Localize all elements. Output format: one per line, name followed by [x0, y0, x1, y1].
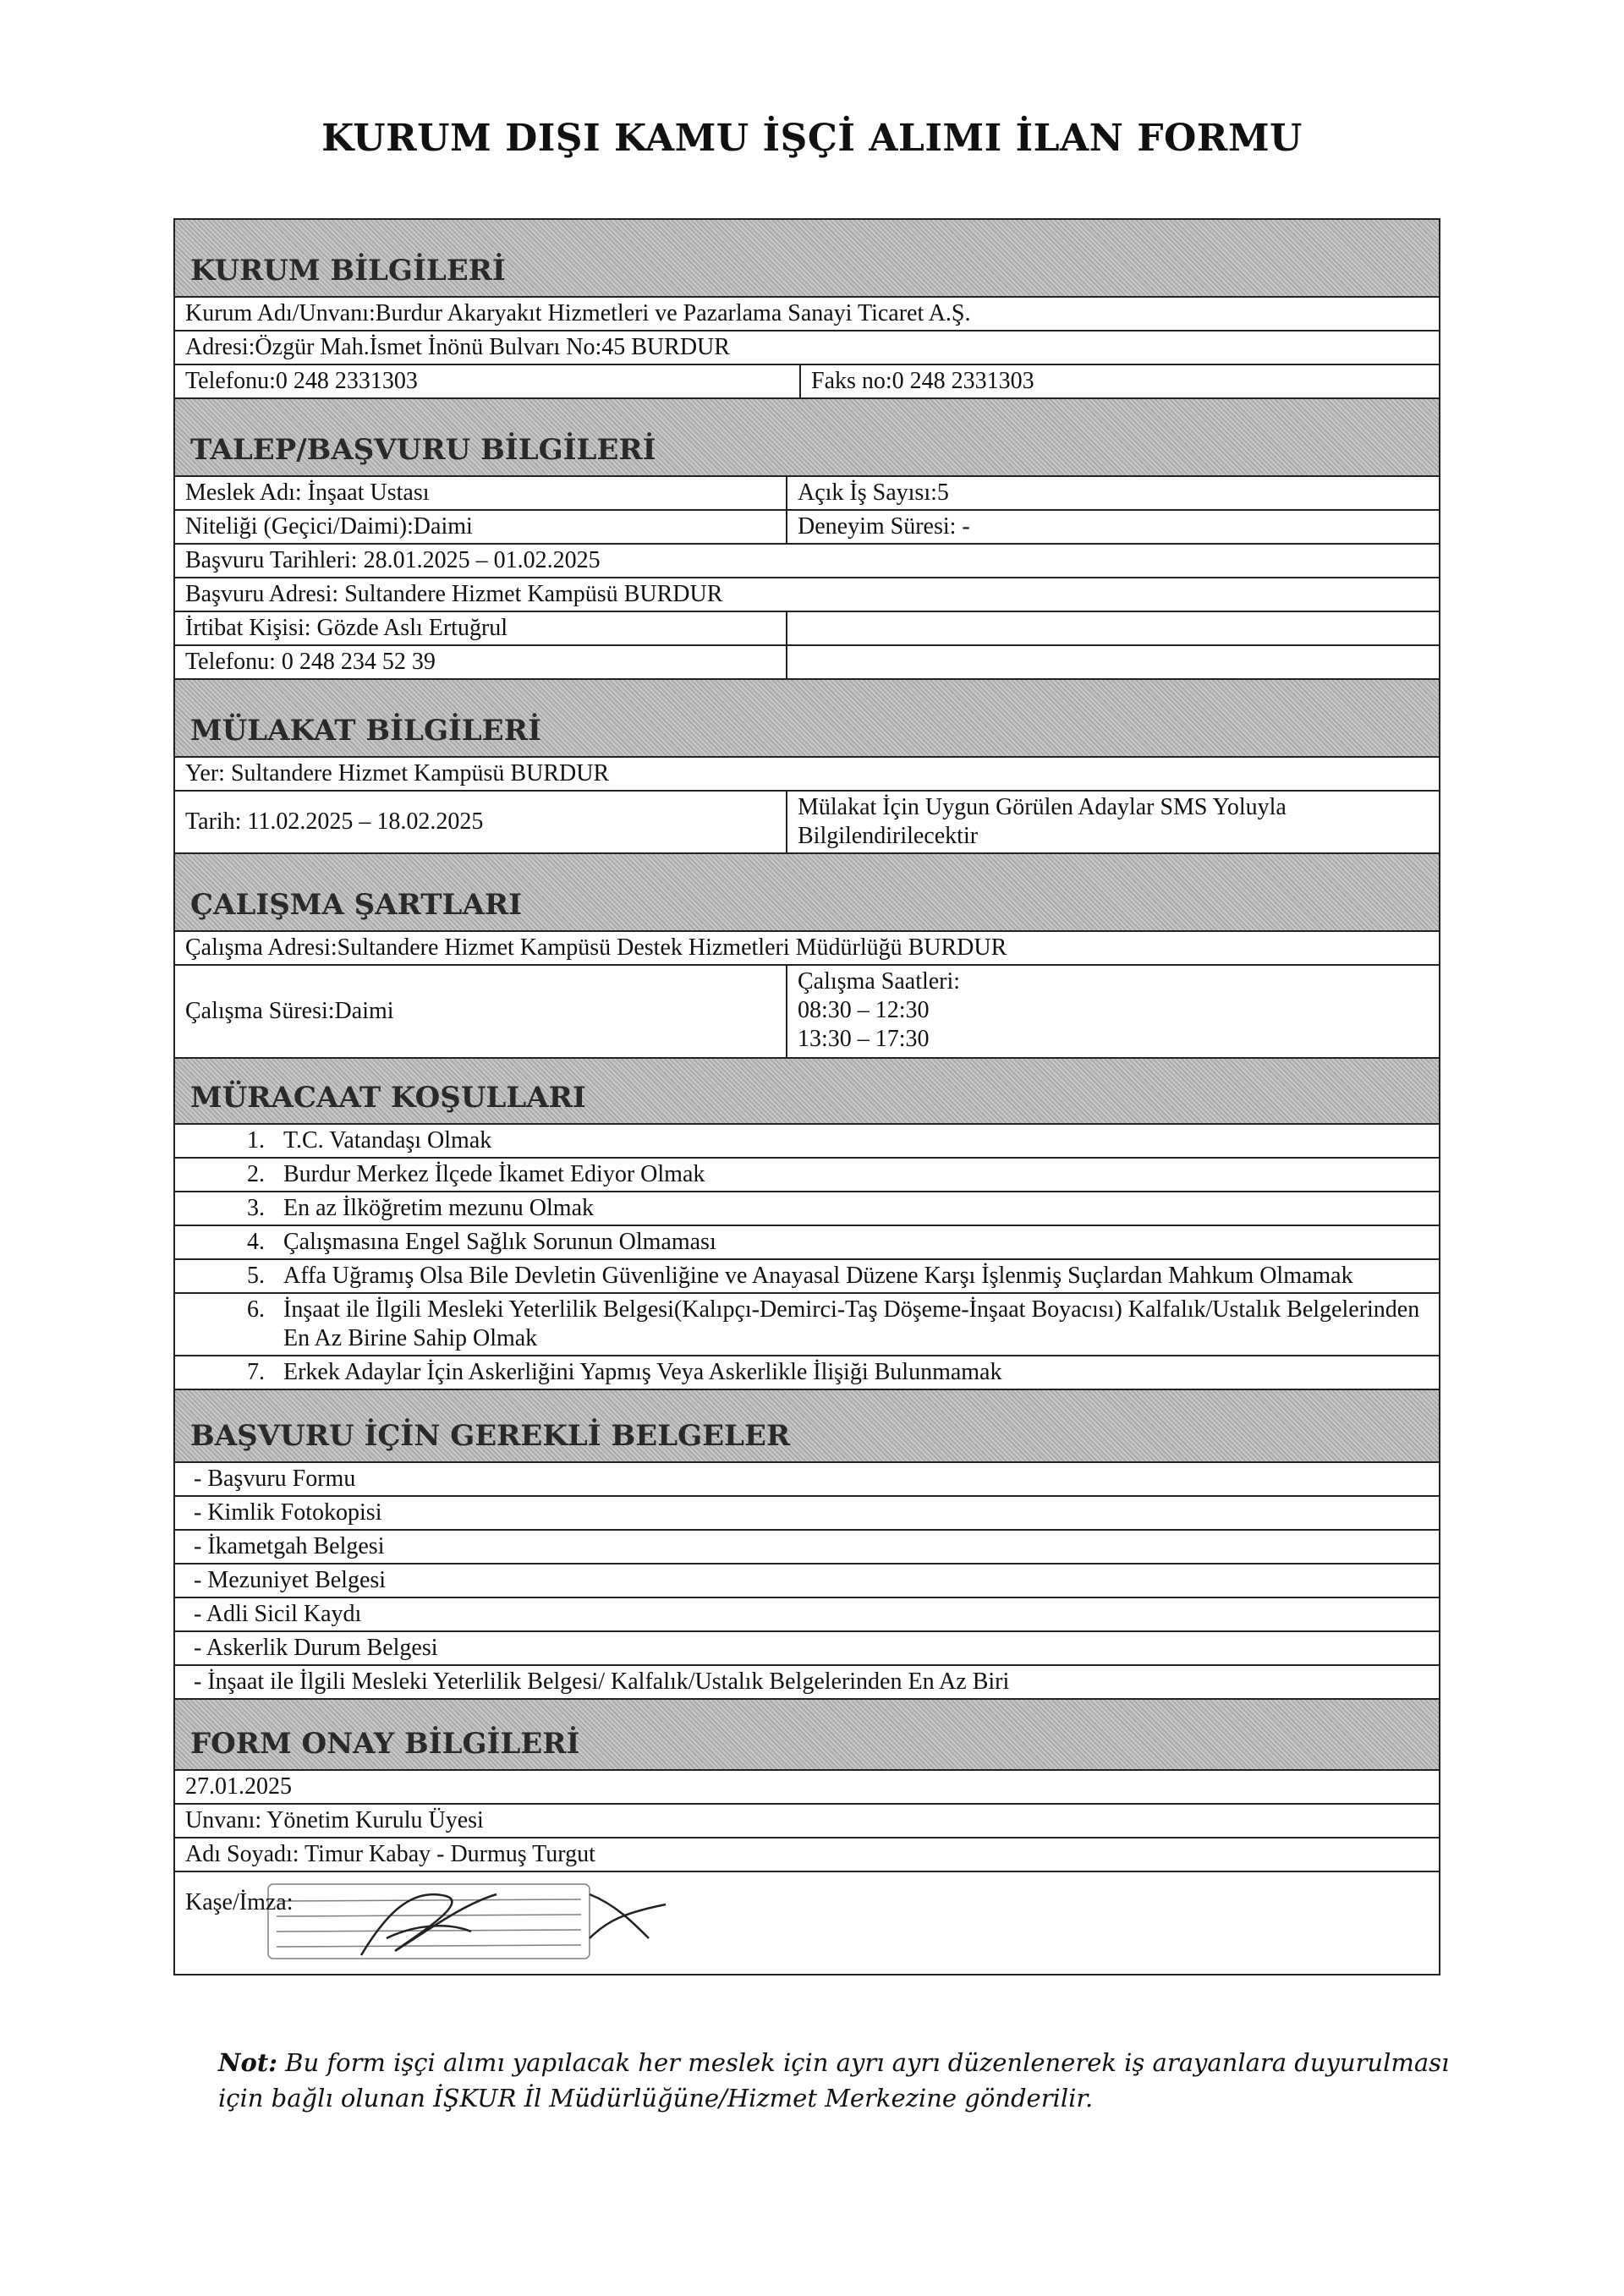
item-number: 6.	[247, 1296, 265, 1323]
list-item	[175, 1125, 1439, 1159]
section-talep-heading: TALEP/BAŞVURU BİLGİLERİ	[175, 399, 1439, 477]
kurum-telefon: Telefonu:0 248 2331303	[175, 365, 801, 397]
item-number: 7.	[247, 1359, 265, 1385]
onay-adsoyad-row	[175, 1838, 1439, 1872]
signature-area	[175, 1872, 1439, 1974]
muracaat-list	[175, 1125, 1439, 1390]
irtibat-telefon: Telefonu: 0 248 234 52 39	[175, 646, 787, 678]
list-item	[175, 1192, 1439, 1226]
kurum-adres: Adresi:Özgür Mah.İsmet İnönü Bulvarı No:45 BURDUR	[185, 334, 730, 360]
basvuru-tarihleri: Başvuru Tarihleri: 28.01.2025 – 01.02.2025	[185, 547, 601, 573]
note-label: Not:	[218, 2048, 277, 2077]
section-onay-heading: FORM ONAY BİLGİLERİ	[175, 1700, 1439, 1771]
item-text: Çalışmasına Engel Sağlık Sorunun Olmaması	[283, 1229, 716, 1255]
calisma-saat-1: 08:30 – 12:30	[798, 997, 930, 1023]
mulakat-bilgi: Mülakat İçin Uygun Görülen Adaylar SMS Yoluyla Bilgilendirilecektir	[798, 794, 1287, 849]
mulakat-tarih: Tarih: 11.02.2025 – 18.02.2025	[175, 792, 787, 852]
section-mulakat-heading: MÜLAKAT BİLGİLERİ	[175, 680, 1439, 758]
form-title: KURUM DIŞI KAMU İŞÇİ ALIMI İLAN FORMU	[321, 117, 1303, 160]
list-item: - Kimlik Fotokopisi	[175, 1497, 1439, 1531]
talep-irtibat-row	[175, 612, 1439, 646]
nitelik: Niteliği (Geçici/Daimi):Daimi	[175, 511, 787, 543]
meslek-adi: Meslek Adı: İnşaat Ustası	[175, 477, 787, 509]
list-item: - Başvuru Formu	[175, 1463, 1439, 1497]
kurum-adi: Kurum Adı/Unvanı:Burdur Akaryakıt Hizmetleri ve Pazarlama Sanayi Ticaret A.Ş.	[185, 300, 971, 326]
irtibat-empty	[787, 612, 1439, 644]
item-number: 5.	[247, 1263, 265, 1289]
acik-is-sayisi: Açık İş Sayısı:5	[798, 479, 949, 506]
onay-unvan: Unvanı: Yönetim Kurulu Üyesi	[185, 1807, 484, 1833]
item-text: İnşaat ile İlgili Mesleki Yeterlilik Belgesi(Kalıpçı-Demirci-Taş Döşeme-İnşaat Boyacısı) Kalfalık/Ustalık Belgelerinden En Az Birine Sahip Olmak	[283, 1296, 1420, 1351]
deneyim-suresi: Deneyim Süresi: -	[798, 513, 970, 540]
footer-note	[218, 2045, 1487, 2116]
section-kurum-heading: KURUM BİLGİLERİ	[175, 220, 1439, 298]
kurum-telefon-row	[175, 365, 1439, 399]
kase-imza-label: Kaşe/İmza:	[185, 1889, 294, 1915]
calisma-saat-2: 13:30 – 17:30	[798, 1026, 930, 1052]
talep-adres-row	[175, 578, 1439, 612]
item-text: Erkek Adaylar İçin Askerliğini Yapmış Veya Askerlikle İlişiği Bulunmamak	[283, 1359, 1002, 1385]
basvuru-adresi: Başvuru Adresi: Sultandere Hizmet Kampüsü BURDUR	[185, 581, 723, 607]
talep-tarihler-row	[175, 545, 1439, 578]
talep-meslek-row	[175, 477, 1439, 511]
list-item: - İnşaat ile İlgili Mesleki Yeterlilik Belgesi/ Kalfalık/Ustalık Belgelerinden En Az Biri	[175, 1666, 1439, 1700]
item-number: 2.	[247, 1161, 265, 1187]
calisma-adresi: Çalışma Adresi:Sultandere Hizmet Kampüsü Destek Hizmetleri Müdürlüğü BURDUR	[185, 934, 1007, 961]
kurum-adi-row	[175, 298, 1439, 332]
mulakat-tarih-row	[175, 792, 1439, 854]
list-item	[175, 1159, 1439, 1192]
item-number: 4.	[247, 1229, 265, 1255]
calisma-adres-row	[175, 932, 1439, 966]
calisma-saatleri	[787, 966, 1439, 1057]
list-item	[175, 1356, 1439, 1390]
item-number: 1.	[247, 1127, 265, 1153]
list-item	[175, 1260, 1439, 1294]
calisma-sure-row	[175, 966, 1439, 1059]
section-muracaat-heading: MÜRACAAT KOŞULLARI	[175, 1059, 1439, 1125]
note-text: Bu form işçi alımı yapılacak her meslek için ayrı ayrı düzenlenerek iş arayanlara duyurulması için bağlı olunan İŞKUR İl Müdürlüğüne/Hizmet Merkezine gönderilir.	[218, 2048, 1450, 2112]
talep-telefon-row	[175, 646, 1439, 680]
item-text: En az İlköğretim mezunu Olmak	[283, 1195, 594, 1221]
list-item	[175, 1294, 1439, 1356]
item-text: Burdur Merkez İlçede İkamet Ediyor Olmak	[283, 1161, 705, 1187]
item-number: 3.	[247, 1195, 265, 1221]
section-calisma-heading: ÇALIŞMA ŞARTLARI	[175, 854, 1439, 932]
list-item: - İkametgah Belgesi	[175, 1531, 1439, 1564]
item-text: T.C. Vatandaşı Olmak	[283, 1127, 492, 1153]
irtibat-kisisi: İrtibat Kişisi: Gözde Aslı Ertuğrul	[175, 612, 787, 644]
calisma-suresi: Çalışma Süresi:Daimi	[175, 966, 787, 1057]
calisma-saatleri-label: Çalışma Saatleri:	[798, 968, 961, 995]
kurum-adres-row	[175, 332, 1439, 365]
onay-tarih: 27.01.2025	[185, 1773, 292, 1800]
belgeler-list	[175, 1463, 1439, 1700]
list-item: - Askerlik Durum Belgesi	[175, 1632, 1439, 1666]
list-item	[175, 1226, 1439, 1260]
telefon-empty	[787, 646, 1439, 678]
onay-adsoyad: Adı Soyadı: Timur Kabay - Durmuş Turgut	[185, 1841, 595, 1867]
onay-unvan-row	[175, 1805, 1439, 1838]
talep-nitelik-row	[175, 511, 1439, 545]
section-belgeler-heading: BAŞVURU İÇİN GEREKLİ BELGELER	[175, 1390, 1439, 1463]
list-item: - Adli Sicil Kaydı	[175, 1598, 1439, 1632]
item-text: Affa Uğramış Olsa Bile Devletin Güvenliğine ve Anayasal Düzene Karşı İşlenmiş Suçlardan Mahkum Olmamak	[283, 1263, 1353, 1289]
mulakat-yer-row	[175, 758, 1439, 792]
onay-tarih-row	[175, 1771, 1439, 1805]
list-item: - Mezuniyet Belgesi	[175, 1564, 1439, 1598]
form-table	[173, 218, 1440, 1975]
mulakat-yer: Yer: Sultandere Hizmet Kampüsü BURDUR	[185, 760, 610, 786]
kurum-faks: Faks no:0 248 2331303	[811, 368, 1034, 394]
